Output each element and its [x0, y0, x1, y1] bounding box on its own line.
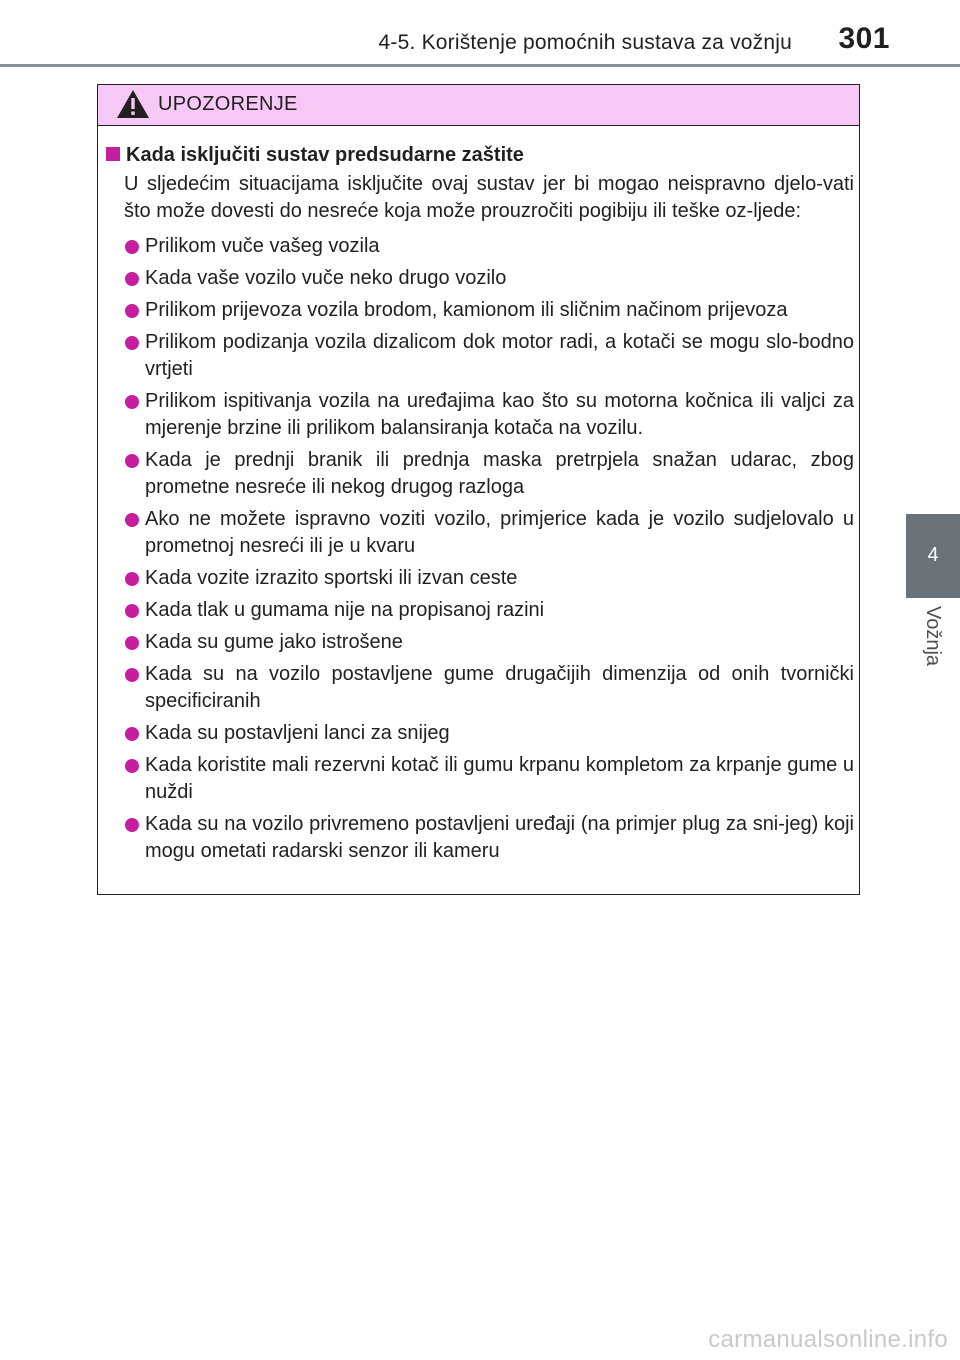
bullet-dot-icon: [125, 513, 139, 527]
warning-header: [98, 85, 859, 126]
list-item: [106, 565, 854, 592]
bullet-dot-icon: [125, 759, 139, 773]
list-item-text: Prilikom vuče vašeg vozila: [145, 235, 380, 257]
list-item: [106, 506, 854, 560]
warning-content: [106, 141, 854, 865]
list-item: [106, 752, 854, 806]
chapter-tab[interactable]: [906, 514, 960, 598]
list-item-text: Kada koristite mali rezervni kotač ili gumu krpanu kompletom za krpanje gume u nuždi: [145, 754, 854, 803]
section-title: 4-5. Korištenje pomoćnih sustava za vožnju: [378, 31, 792, 54]
bullet-dot-icon: [125, 727, 139, 741]
bullet-dot-icon: [125, 304, 139, 318]
list-item: [106, 811, 854, 865]
bullet-dot-icon: [125, 668, 139, 682]
list-item: [106, 388, 854, 442]
list-item: [106, 661, 854, 715]
list-item: [106, 720, 854, 747]
chapter-number: 4: [927, 544, 939, 566]
page-number: 301: [838, 22, 890, 55]
warning-list: [106, 233, 854, 865]
watermark: carmanualsonline.info: [708, 1326, 948, 1353]
header-divider: [0, 64, 960, 67]
bullet-dot-icon: [125, 572, 139, 586]
list-item: [106, 447, 854, 501]
chapter-label: Vožnja: [922, 606, 944, 667]
list-item-text: Ako ne možete ispravno voziti vozilo, primjerice kada je vozilo sudjelovalo u prometnoj nesreći ili je u kvaru: [145, 508, 854, 557]
page-header: [0, 0, 960, 70]
list-item-text: Kada su na vozilo postavljene gume drugačijih dimenzija od onih tvornički specificiranih: [145, 663, 854, 712]
list-item-text: Kada je prednji branik ili prednja maska pretrpjela snažan udarac, zbog prometne nesreće ili nekog drugog razloga: [145, 449, 854, 498]
bullet-dot-icon: [125, 395, 139, 409]
list-item: [106, 597, 854, 624]
warning-intro: U sljedećim situacijama isključite ovaj sustav jer bi mogao neispravno djelo-vati što može dovesti do nesreće koja može prouzročiti pogibiju ili teške oz-ljede:: [124, 173, 854, 222]
list-item: [106, 329, 854, 383]
bullet-dot-icon: [125, 636, 139, 650]
list-item-text: Kada su na vozilo privremeno postavljeni uređaji (na primjer plug za sni-jeg) koji mogu ometati radarski senzor ili kameru: [145, 813, 854, 862]
list-item: [106, 297, 854, 324]
list-item-text: Prilikom prijevoza vozila brodom, kamionom ili sličnim načinom prijevoza: [145, 299, 788, 321]
warning-box: [97, 84, 860, 895]
warning-triangle-icon: [116, 89, 150, 119]
list-item-text: Prilikom podizanja vozila dizalicom dok motor radi, a kotači se mogu slo-bodno vrtjeti: [145, 331, 854, 380]
list-item-text: Kada vaše vozilo vuče neko drugo vozilo: [145, 267, 507, 289]
list-item-text: Prilikom ispitivanja vozila na uređajima kao što su motorna kočnica ili valjci za mjerenje brzine ili prilikom balansiranja kotača na vozilu.: [145, 390, 854, 439]
list-item-text: Kada su gume jako istrošene: [145, 631, 403, 653]
list-item: [106, 265, 854, 292]
bullet-dot-icon: [125, 240, 139, 254]
warning-label: UPOZORENJE: [158, 93, 298, 115]
bullet-dot-icon: [125, 818, 139, 832]
square-bullet-icon: [106, 147, 120, 161]
list-item-text: Kada vozite izrazito sportski ili izvan ceste: [145, 567, 518, 589]
bullet-dot-icon: [125, 336, 139, 350]
warning-heading: [106, 141, 854, 169]
bullet-dot-icon: [125, 604, 139, 618]
bullet-dot-icon: [125, 454, 139, 468]
list-item-text: Kada su postavljeni lanci za snijeg: [145, 722, 450, 744]
list-item-text: Kada tlak u gumama nije na propisanoj razini: [145, 599, 545, 621]
list-item: [106, 629, 854, 656]
bullet-dot-icon: [125, 272, 139, 286]
list-item: [106, 233, 854, 260]
chapter-label-container: [913, 606, 953, 676]
warning-heading-text: Kada isključiti sustav predsudarne zaštite: [126, 144, 524, 166]
